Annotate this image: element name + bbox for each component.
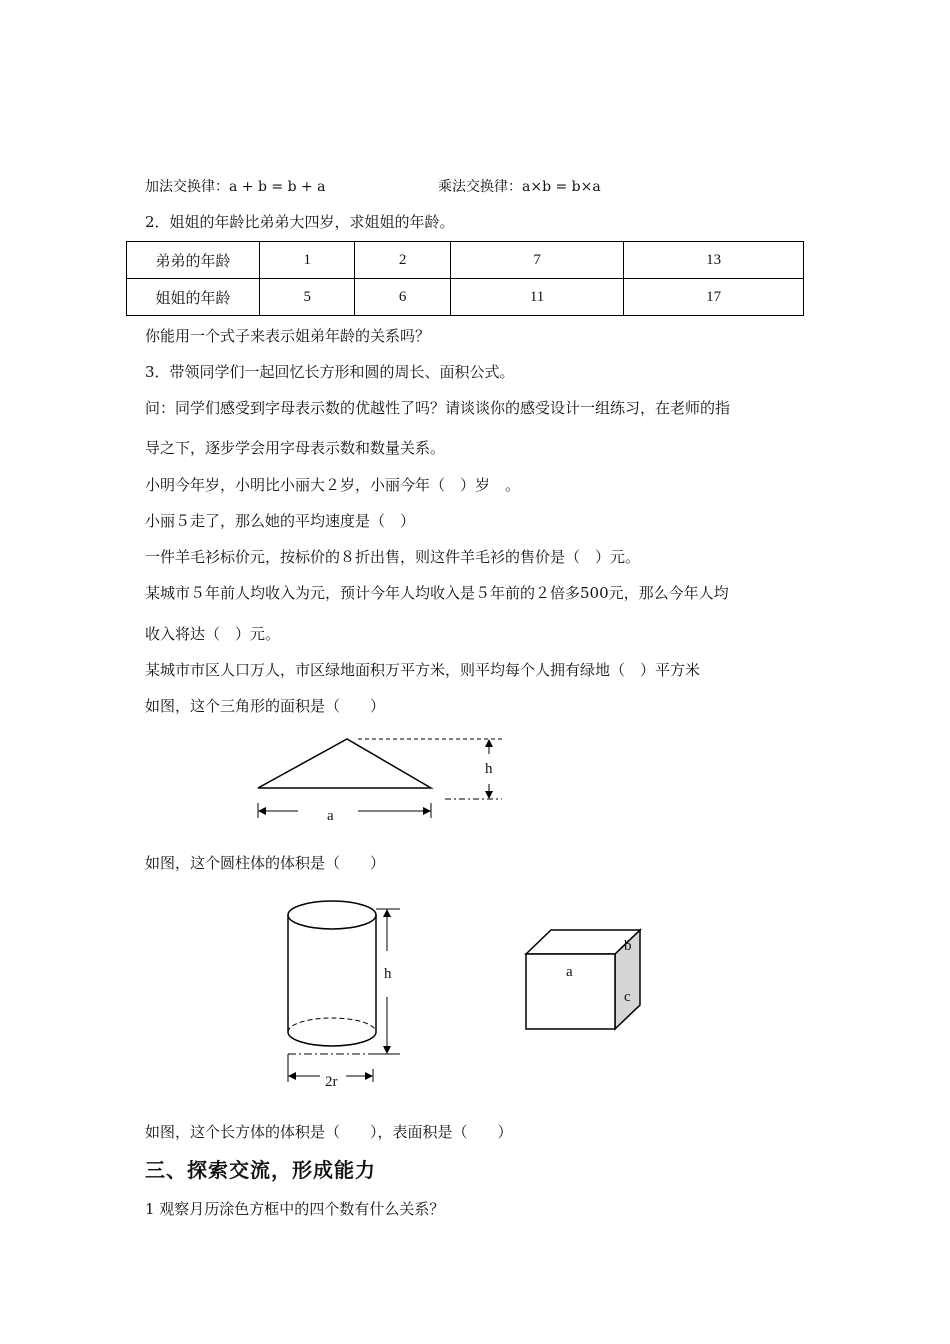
table-cell: 7 [450,242,623,279]
cuboid-question: 如图，这个长方体的体积是（ ），表面积是（ ） [145,1123,513,1141]
cylinder-bottom-front [288,1032,376,1046]
triangle-figure [250,730,510,830]
table-cell: 5 [260,279,355,316]
row-label-sister: 姐姐的年龄 [127,279,260,316]
triangle-shape [258,739,431,788]
addition-commutative-law: 加法交换律：a + b = b + a [145,179,326,195]
age-table [126,241,804,316]
cylinder-height-label: h [384,966,392,982]
table-cell: 1 [260,242,355,279]
section-question-1: 1 观察月历涂色方框中的四个数有什么关系？ [145,1200,445,1218]
triangle-question: 如图，这个三角形的面积是（ ） [145,697,386,715]
cylinder-figure [280,893,410,1093]
table-cell: 13 [624,242,804,279]
cylinder-top [288,901,376,929]
triangle-height-label: h [485,761,493,777]
table-cell: 2 [355,242,450,279]
ask-line-2: 导之下，逐步学会用字母表示数和数量关系。 [145,439,446,457]
cuboid-front-label: a [566,964,573,980]
exercise-3: 一件羊毛衫标价元，按标价的８折出售，则这件羊毛衫的售价是（ ）元。 [145,548,641,566]
exercise-2: 小丽５走了，那么她的平均速度是（ ） [145,512,416,530]
multiplication-commutative-law: 乘法交换律：a×b = b×a [438,179,601,195]
cylinder-question: 如图，这个圆柱体的体积是（ ） [145,854,386,872]
cylinder-diameter-label: 2r [325,1074,338,1090]
cuboid-figure [520,923,650,1033]
table-row [127,279,804,316]
exercise-4-line-1: 某城市５年前人均收入为元，预计今年人均收入是５年前的２倍多500元，那么今年人均 [145,584,729,602]
triangle-base-label: a [327,808,334,824]
table-cell: 11 [450,279,623,316]
exercise-5: 某城市市区人口万人，市区绿地面积万平方米，则平均每个人拥有绿地（ ）平方米 [145,661,701,679]
ask-line-1: 问：同学们感受到字母表示数的优越性了吗？请谈谈你的感受设计一组练习，在老师的指 [145,399,731,417]
question-2: 2．姐姐的年龄比弟弟大四岁，求姐姐的年龄。 [145,213,455,231]
cuboid-top-label: b [624,938,632,954]
section-heading: 三、探索交流，形成能力 [145,1158,376,1182]
table-cell: 6 [355,279,450,316]
cylinder-bottom-back [288,1018,376,1032]
question-3: 3．带领同学们一起回忆长方形和圆的周长、面积公式。 [145,363,515,381]
table-cell: 17 [624,279,804,316]
table-row [127,242,804,279]
row-label-brother: 弟弟的年龄 [127,242,260,279]
exercise-1: 小明今年岁，小明比小丽大２岁，小丽今年（ ）岁 。 [145,476,521,494]
cuboid-side-label: c [624,989,631,1005]
exercise-4-line-2: 收入将达（ ）元。 [145,625,281,643]
question-2-followup: 你能用一个式子来表示姐弟年龄的关系吗？ [145,327,431,345]
